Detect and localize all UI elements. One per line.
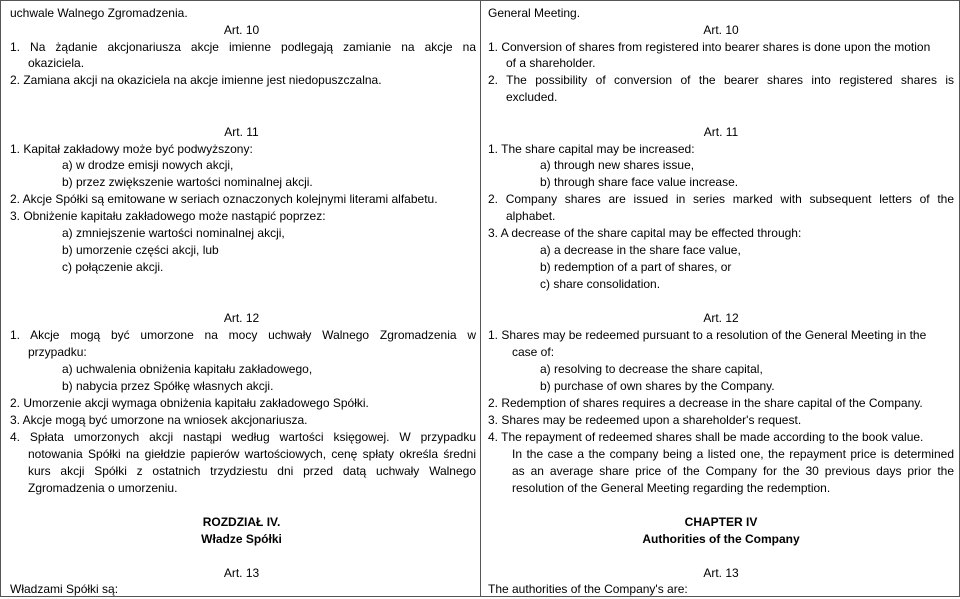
paragraph: 1. The share capital may be increased: <box>488 142 695 156</box>
list-item: b) purchase of own shares by the Company. <box>540 379 775 393</box>
paragraph: excluded. <box>506 90 558 104</box>
list-item: a) resolving to decrease the share capital, <box>540 362 763 376</box>
english-column <box>480 0 960 597</box>
paragraph: Zgromadzenia o umorzeniu. <box>28 481 178 495</box>
paragraph: 3. A decrease of the share capital may be effected through: <box>488 226 802 240</box>
list-item: b) umorzenie części akcji, lub <box>62 243 219 257</box>
paragraph: 4. The repayment of redeemed shares shall be made according to the book value. <box>488 430 924 444</box>
article-title: Art. 10 <box>703 23 739 37</box>
list-item: c) share consolidation. <box>540 277 661 291</box>
list-item: b) przez zwiększenie wartości nominalnej akcji. <box>62 175 313 189</box>
paragraph: 2. Umorzenie akcji wymaga obniżenia kapitału zakładowego Spółki. <box>10 396 369 410</box>
paragraph: 2. Redemption of shares requires a decrease in the share capital of the Company. <box>488 396 923 410</box>
article-title: Art. 13 <box>703 566 739 580</box>
paragraph: 1. Na żądanie akcjonariusza akcje imienne podlegają zamianie na akcje na <box>10 40 476 54</box>
chapter-title: CHAPTER IV <box>684 515 758 529</box>
paragraph: case of: <box>512 345 555 359</box>
paragraph: 1. Kapitał zakładowy może być podwyższony: <box>10 142 253 156</box>
paragraph: The authorities of the Company's are: <box>488 582 688 596</box>
paragraph: resolution of the General Meeting regarding the redemption. <box>512 481 831 495</box>
paragraph: okaziciela. <box>28 56 85 70</box>
paragraph: of a shareholder. <box>506 56 596 70</box>
list-item: a) a decrease in the share face value, <box>540 243 741 257</box>
list-item: a) w drodze emisji nowych akcji, <box>62 158 234 172</box>
paragraph: 4. Spłata umorzonych akcji nastąpi według wartości księgowej. W przypadku <box>10 430 476 444</box>
paragraph: 3. Akcje mogą być umorzone na wniosek akcjonariusza. <box>10 413 308 427</box>
paragraph: 1. Conversion of shares from registered into bearer shares is done upon the motion <box>488 40 931 54</box>
paragraph: kurs akcji Spółki z ostatnich trzydziestu dni przed datą uchwały Walnego <box>28 464 476 478</box>
paragraph: 1. Shares may be redeemed pursuant to a resolution of the General Meeting in the <box>488 328 927 342</box>
paragraph: 2. Zamiana akcji na okaziciela na akcje imienne jest niedopuszczalna. <box>10 73 382 87</box>
list-item: a) zmniejszenie wartości nominalnej akcji, <box>62 226 285 240</box>
list-item: a) through new shares issue, <box>540 158 695 172</box>
paragraph: 1. Akcje mogą być umorzone na mocy uchwały Walnego Zgromadzenia w <box>10 328 476 342</box>
chapter-title: ROZDZIAŁ IV. <box>202 515 281 529</box>
paragraph: Władzami Spółki są: <box>10 582 119 596</box>
paragraph: 2. Company shares are issued in series marked with subsequent letters of the <box>488 192 954 206</box>
paragraph: 3. Obniżenie kapitału zakładowego może nastąpić poprzez: <box>10 209 326 223</box>
article-title: Art. 11 <box>703 125 739 139</box>
list-item: c) połączenie akcji. <box>62 260 164 274</box>
polish-column <box>0 0 481 597</box>
article-title: Art. 12 <box>223 311 260 325</box>
paragraph: 2. The possibility of conversion of the bearer shares into registered shares is <box>488 73 954 87</box>
paragraph: alphabet. <box>506 209 556 223</box>
list-item: a) uchwalenia obniżenia kapitału zakładowego, <box>62 362 313 376</box>
article-title: Art. 13 <box>223 566 260 580</box>
paragraph: notowania Spółki na giełdzie papierów wartościowych, cenę spłaty określa średni <box>28 447 476 461</box>
intro-text: General Meeting. <box>488 6 581 20</box>
list-item: b) through share face value increase. <box>540 175 739 189</box>
list-item: b) redemption of a part of shares, or <box>540 260 732 274</box>
paragraph: 2. Akcje Spółki są emitowane w seriach oznaczonych kolejnymi literami alfabetu. <box>10 192 438 206</box>
list-item: b) nabycia przez Spółkę własnych akcji. <box>62 379 274 393</box>
article-title: Art. 11 <box>224 125 259 139</box>
article-title: Art. 10 <box>223 23 260 37</box>
paragraph: przypadku: <box>28 345 87 359</box>
paragraph: In the case a the company being a listed one, the repayment price is determined <box>512 447 954 461</box>
intro-text: uchwale Walnego Zgromadzenia. <box>10 6 188 20</box>
article-title: Art. 12 <box>703 311 739 325</box>
chapter-subtitle: Authorities of the Company <box>642 532 800 546</box>
paragraph: 3. Shares may be redeemed upon a shareholder's request. <box>488 413 802 427</box>
chapter-subtitle: Władze Spółki <box>201 532 282 546</box>
paragraph: as an average share price of the Company for the 30 previous days prior the <box>512 464 954 478</box>
